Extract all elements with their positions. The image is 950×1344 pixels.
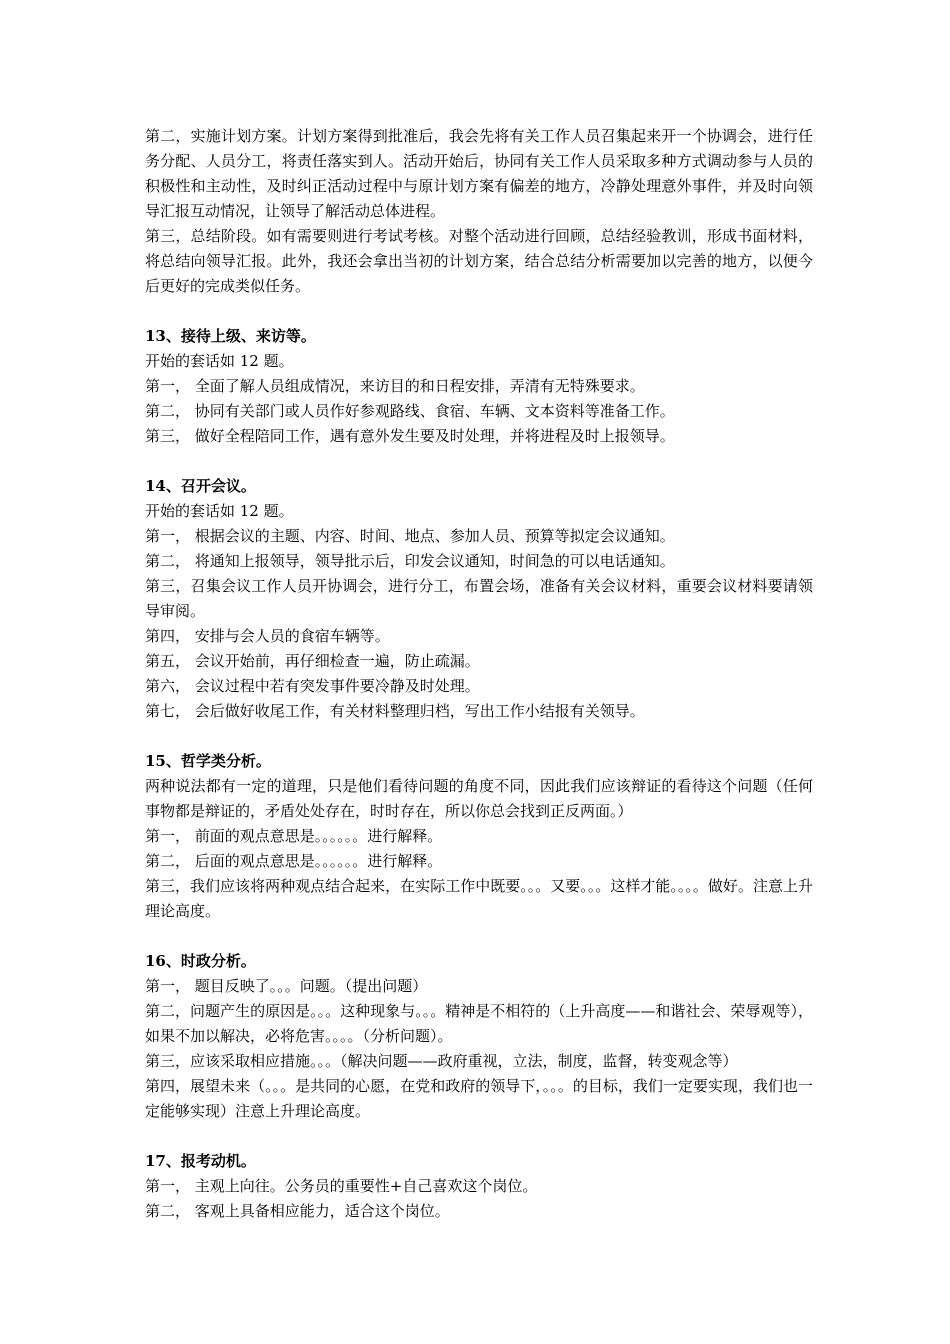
intro-paragraph: 第三，总结阶段。如有需要则进行考试考核。对整个活动进行回顾，总结经验教训，形成书面材料，将总结向领导汇报。此外，我还会拿出当初的计划方案，结合总结分析需要加以完善的地方，以便今后更好的完成类似任务。 <box>145 227 813 295</box>
intro-block <box>145 124 813 299</box>
section-paragraph: 第一， 主观上向往。公务员的重要性+自己喜欢这个岗位。 <box>145 1177 538 1195</box>
section-title: 17、报考动机。 <box>145 1152 256 1170</box>
section-paragraph: 第三， 做好全程陪同工作，遇有意外发生要及时处理，并将进程及时上报领导。 <box>145 427 675 445</box>
section-paragraph: 第三，召集会议工作人员开协调会，进行分工，布置会场，准备有关会议材料，重要会议材料要请领导审阅。 <box>145 577 813 620</box>
section-paragraph: 第二， 客观上具备相应能力，适合这个岗位。 <box>145 1202 450 1220</box>
section-title: 15、哲学类分析。 <box>145 752 271 770</box>
section-paragraph: 第一， 前面的观点意思是。。。。。。进行解释。 <box>145 827 443 845</box>
section-paragraph: 第七， 会后做好收尾工作，有关材料整理归档，写出工作小结报有关领导。 <box>145 702 645 720</box>
section-title: 16、时政分析。 <box>145 952 256 970</box>
section-paragraph: 第一， 题目反映了。。。问题。（提出问题） <box>145 977 428 995</box>
section-15 <box>145 749 813 924</box>
section-16 <box>145 949 813 1124</box>
document-page <box>145 124 813 1224</box>
section-paragraph: 第一， 全面了解人员组成情况，来访目的和日程安排，弄清有无特殊要求。 <box>145 377 645 395</box>
section-paragraph: 开始的套话如 12 题。 <box>145 352 294 370</box>
section-paragraph: 第六， 会议过程中若有突发事件要冷静及时处理。 <box>145 677 480 695</box>
section-paragraph: 第二，问题产生的原因是。。。这种现象与。。。精神是不相符的（上升高度——和谐社会、荣辱观等），如果不加以解决，必将危害。。。。（分析问题）。 <box>145 1002 813 1045</box>
section-paragraph: 第四，展望未来（。。。是共同的心愿，在党和政府的领导下，。。。的目标，我们一定要实现，我们也一定能够实现）注意上升理论高度。 <box>145 1077 813 1120</box>
section-14 <box>145 474 813 724</box>
section-13 <box>145 324 813 449</box>
section-paragraph: 第二， 将通知上报领导，领导批示后，印发会议通知，时间急的可以电话通知。 <box>145 552 675 570</box>
section-paragraph: 第一， 根据会议的主题、内容、时间、地点、参加人员、预算等拟定会议通知。 <box>145 527 675 545</box>
section-paragraph: 第四， 安排与会人员的食宿车辆等。 <box>145 627 390 645</box>
section-title: 13、接待上级、来访等。 <box>145 327 316 345</box>
section-title: 14、召开会议。 <box>145 477 256 495</box>
section-paragraph: 开始的套话如 12 题。 <box>145 502 294 520</box>
section-paragraph: 第三，我们应该将两种观点结合起来，在实际工作中既要。。。又要。。。这样才能。。。。做好。注意上升理论高度。 <box>145 877 813 920</box>
section-paragraph: 第五， 会议开始前，再仔细检查一遍，防止疏漏。 <box>145 652 480 670</box>
section-paragraph: 第二， 协同有关部门或人员作好参观路线、食宿、车辆、文本资料等准备工作。 <box>145 402 675 420</box>
section-17 <box>145 1149 813 1224</box>
section-paragraph: 两种说法都有一定的道理，只是他们看待问题的角度不同，因此我们应该辩证的看待这个问题（任何事物都是辩证的，矛盾处处存在，时时存在，所以你总会找到正反两面。） <box>145 777 813 820</box>
section-paragraph: 第三，应该采取相应措施。。。（解决问题——政府重视，立法，制度，监督，转变观念等） <box>145 1052 738 1070</box>
section-paragraph: 第二， 后面的观点意思是。。。。。。进行解释。 <box>145 852 443 870</box>
intro-paragraph: 第二，实施计划方案。计划方案得到批准后，我会先将有关工作人员召集起来开一个协调会，进行任务分配、人员分工，将责任落实到人。活动开始后，协同有关工作人员采取多种方式调动参与人员的积极性和主动性，及时纠正活动过程中与原计划方案有偏差的地方，冷静处理意外事件，并及时向领导汇报互动情况，让领导了解活动总体进程。 <box>145 127 813 220</box>
